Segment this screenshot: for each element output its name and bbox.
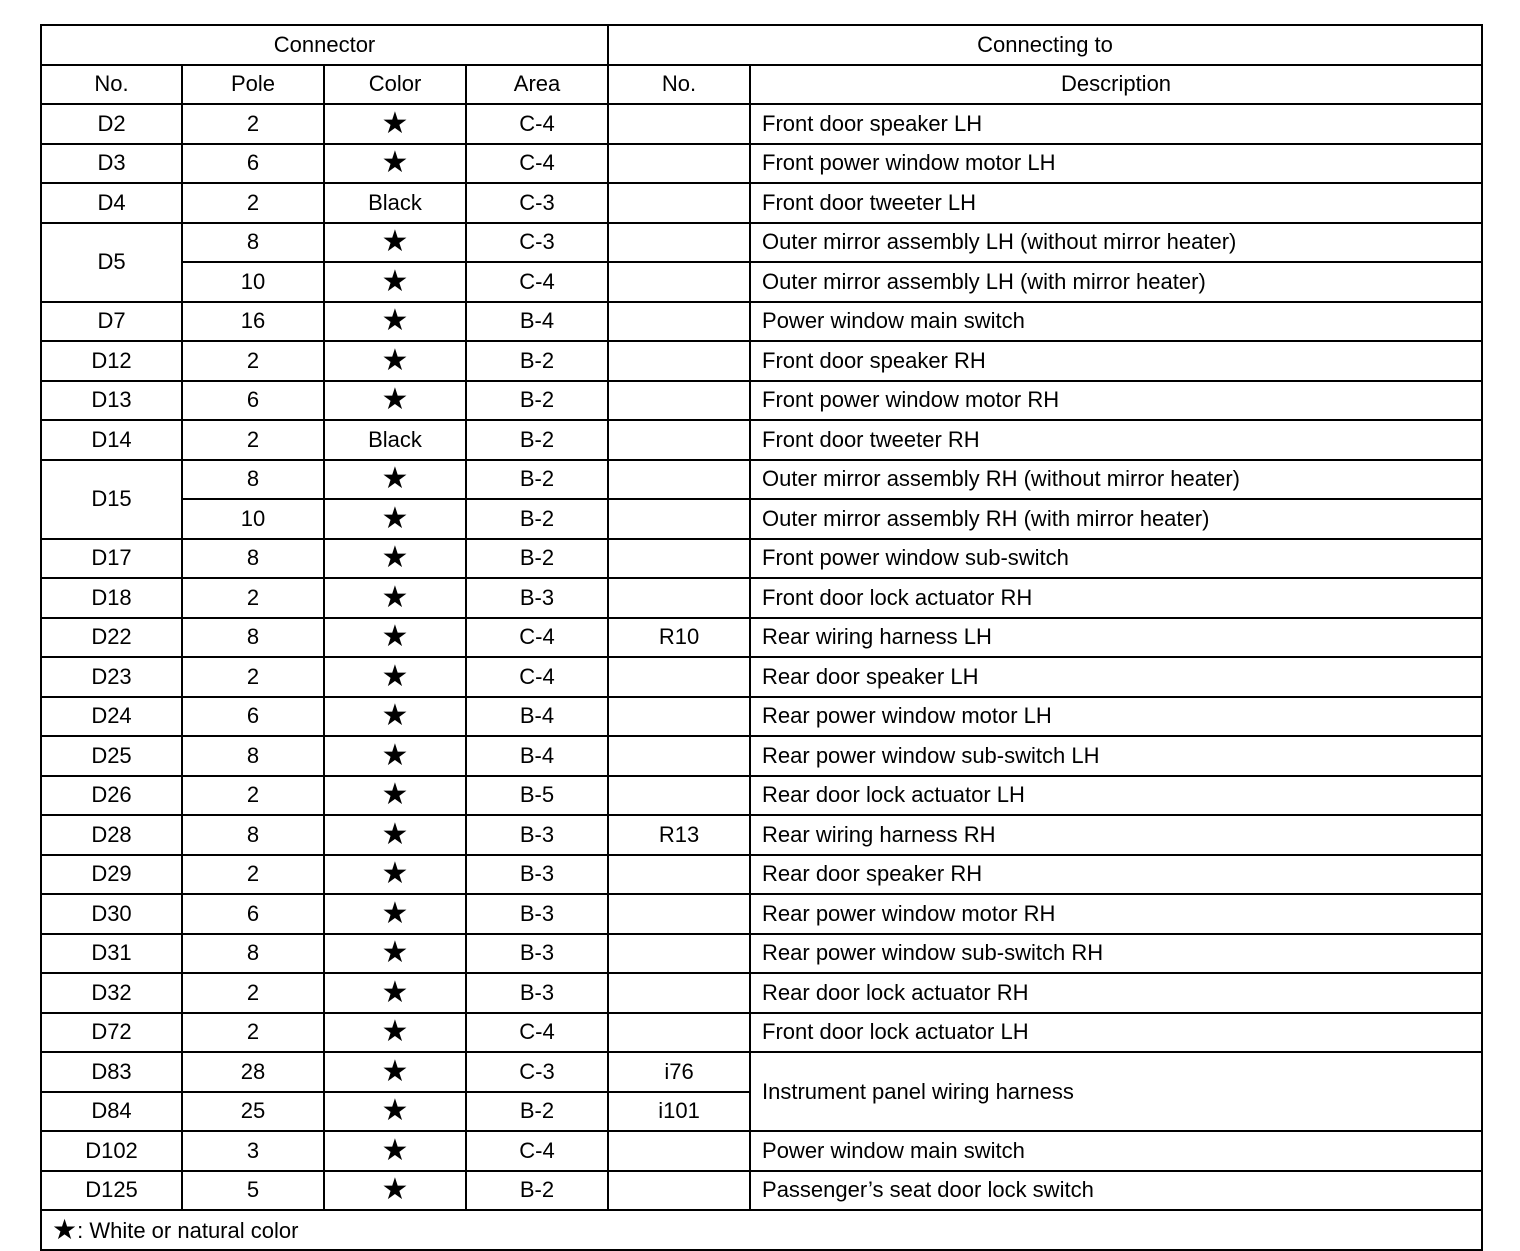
cell-area: B-3	[466, 855, 608, 895]
table-row	[41, 1131, 1482, 1171]
cell-pole: 2	[182, 776, 324, 816]
star-icon: ★	[381, 1054, 409, 1088]
cell-color	[324, 855, 466, 895]
table-row	[41, 341, 1482, 381]
cell-no: D23	[41, 657, 182, 697]
cell-pole: 6	[182, 697, 324, 737]
cell-description: Rear power window sub-switch LH	[750, 736, 1482, 776]
cell-conn-no	[608, 855, 750, 895]
cell-description: Rear power window sub-switch RH	[750, 934, 1482, 974]
cell-pole: 8	[182, 815, 324, 855]
cell-conn-no	[608, 183, 750, 223]
cell-description: Front door speaker RH	[750, 341, 1482, 381]
cell-conn-no	[608, 499, 750, 539]
cell-color	[324, 539, 466, 579]
table-row	[41, 973, 1482, 1013]
cell-no: D102	[41, 1131, 182, 1171]
table-row	[41, 815, 1482, 855]
cell-pole: 2	[182, 341, 324, 381]
cell-color: Black	[324, 183, 466, 223]
star-icon: ★	[381, 738, 409, 772]
cell-color	[324, 578, 466, 618]
cell-color	[324, 697, 466, 737]
col-header-no: No.	[41, 65, 182, 105]
cell-description: Passenger’s seat door lock switch	[750, 1171, 1482, 1211]
table-row	[41, 302, 1482, 342]
cell-description: Rear wiring harness RH	[750, 815, 1482, 855]
cell-pole: 2	[182, 855, 324, 895]
cell-pole: 5	[182, 1171, 324, 1211]
table-row	[41, 1052, 1482, 1092]
cell-no: D28	[41, 815, 182, 855]
cell-description: Front power window sub-switch	[750, 539, 1482, 579]
cell-pole: 28	[182, 1052, 324, 1092]
star-icon: ★	[381, 264, 409, 298]
cell-no: D4	[41, 183, 182, 223]
table-body	[41, 104, 1482, 1210]
cell-area: B-3	[466, 973, 608, 1013]
table-row	[41, 697, 1482, 737]
table-row	[41, 499, 1482, 539]
cell-area: B-3	[466, 934, 608, 974]
column-header-row	[41, 65, 1482, 105]
cell-conn-no	[608, 420, 750, 460]
cell-conn-no	[608, 144, 750, 184]
cell-area: B-2	[466, 499, 608, 539]
cell-conn-no	[608, 578, 750, 618]
col-header-pole: Pole	[182, 65, 324, 105]
table-row	[41, 460, 1482, 500]
table-row	[41, 183, 1482, 223]
cell-description: Instrument panel wiring harness	[750, 1052, 1482, 1131]
cell-conn-no	[608, 1013, 750, 1053]
cell-description: Power window main switch	[750, 302, 1482, 342]
col-header-area: Area	[466, 65, 608, 105]
star-icon: ★	[381, 896, 409, 930]
cell-description: Front door tweeter LH	[750, 183, 1482, 223]
cell-no: D14	[41, 420, 182, 460]
table-row	[41, 104, 1482, 144]
table-row	[41, 618, 1482, 658]
cell-description: Front door lock actuator LH	[750, 1013, 1482, 1053]
cell-no: D26	[41, 776, 182, 816]
cell-color	[324, 104, 466, 144]
cell-area: B-2	[466, 381, 608, 421]
cell-pole: 2	[182, 104, 324, 144]
cell-no: D2	[41, 104, 182, 144]
cell-no: D24	[41, 697, 182, 737]
cell-no: D84	[41, 1092, 182, 1132]
cell-description: Rear power window motor LH	[750, 697, 1482, 737]
cell-area: C-3	[466, 1052, 608, 1092]
star-icon: ★	[381, 383, 409, 417]
cell-color	[324, 1092, 466, 1132]
cell-description: Power window main switch	[750, 1131, 1482, 1171]
cell-no: D3	[41, 144, 182, 184]
cell-area: C-3	[466, 223, 608, 263]
cell-color	[324, 1171, 466, 1211]
cell-no: D17	[41, 539, 182, 579]
cell-no: D12	[41, 341, 182, 381]
cell-description: Rear power window motor RH	[750, 894, 1482, 934]
cell-color	[324, 657, 466, 697]
star-icon: ★	[381, 343, 409, 377]
col-header-description: Description	[750, 65, 1482, 105]
col-header-conn-no: No.	[608, 65, 750, 105]
cell-area: B-2	[466, 341, 608, 381]
cell-pole: 2	[182, 183, 324, 223]
cell-area: B-2	[466, 420, 608, 460]
table-row	[41, 855, 1482, 895]
cell-area: B-5	[466, 776, 608, 816]
cell-no: D15	[41, 460, 182, 539]
cell-conn-no	[608, 539, 750, 579]
cell-pole: 6	[182, 144, 324, 184]
star-icon: ★	[381, 1133, 409, 1167]
cell-pole: 3	[182, 1131, 324, 1171]
star-icon: ★	[381, 225, 409, 259]
cell-conn-no	[608, 1171, 750, 1211]
cell-color	[324, 302, 466, 342]
table-row	[41, 223, 1482, 263]
cell-color	[324, 618, 466, 658]
cell-area: B-4	[466, 736, 608, 776]
cell-description: Front door tweeter RH	[750, 420, 1482, 460]
cell-area: B-4	[466, 697, 608, 737]
cell-no: D72	[41, 1013, 182, 1053]
table-row	[41, 934, 1482, 974]
cell-color	[324, 223, 466, 263]
cell-no: D25	[41, 736, 182, 776]
cell-conn-no	[608, 1131, 750, 1171]
cell-description: Rear door speaker RH	[750, 855, 1482, 895]
cell-description: Outer mirror assembly LH (with mirror heater)	[750, 262, 1482, 302]
cell-pole: 6	[182, 894, 324, 934]
star-icon: ★	[381, 1094, 409, 1128]
cell-description: Rear door lock actuator LH	[750, 776, 1482, 816]
col-header-color: Color	[324, 65, 466, 105]
cell-description: Front power window motor RH	[750, 381, 1482, 421]
star-icon: ★	[381, 462, 409, 496]
cell-color	[324, 815, 466, 855]
cell-no: D18	[41, 578, 182, 618]
group-header-connector: Connector	[41, 25, 608, 65]
cell-color	[324, 144, 466, 184]
cell-area: C-3	[466, 183, 608, 223]
cell-no: D30	[41, 894, 182, 934]
cell-pole: 2	[182, 657, 324, 697]
table-row	[41, 539, 1482, 579]
cell-area: B-2	[466, 1171, 608, 1211]
cell-area: C-4	[466, 144, 608, 184]
cell-conn-no	[608, 223, 750, 263]
cell-color	[324, 973, 466, 1013]
star-icon: ★	[52, 1213, 78, 1245]
table-row	[41, 144, 1482, 184]
star-icon: ★	[381, 106, 409, 140]
table-row	[41, 736, 1482, 776]
cell-conn-no	[608, 776, 750, 816]
cell-conn-no	[608, 736, 750, 776]
star-icon: ★	[381, 659, 409, 693]
table-row	[41, 894, 1482, 934]
cell-area: B-3	[466, 894, 608, 934]
cell-area: C-4	[466, 1013, 608, 1053]
star-icon: ★	[381, 817, 409, 851]
cell-color	[324, 934, 466, 974]
cell-conn-no	[608, 894, 750, 934]
cell-pole: 10	[182, 262, 324, 302]
table-row	[41, 657, 1482, 697]
cell-conn-no	[608, 381, 750, 421]
cell-area: B-2	[466, 1092, 608, 1132]
cell-pole: 10	[182, 499, 324, 539]
star-icon: ★	[381, 541, 409, 575]
star-icon: ★	[381, 857, 409, 891]
cell-color	[324, 499, 466, 539]
cell-area: B-3	[466, 815, 608, 855]
cell-no: D29	[41, 855, 182, 895]
cell-pole: 8	[182, 223, 324, 263]
cell-no: D32	[41, 973, 182, 1013]
cell-area: C-4	[466, 262, 608, 302]
group-header-connecting-to: Connecting to	[608, 25, 1482, 65]
cell-color: Black	[324, 420, 466, 460]
cell-area: B-2	[466, 460, 608, 500]
cell-pole: 2	[182, 973, 324, 1013]
cell-no: D125	[41, 1171, 182, 1211]
cell-no: D22	[41, 618, 182, 658]
cell-conn-no	[608, 697, 750, 737]
cell-area: C-4	[466, 1131, 608, 1171]
cell-color	[324, 1052, 466, 1092]
cell-description: Rear wiring harness LH	[750, 618, 1482, 658]
star-icon: ★	[381, 699, 409, 733]
table-row	[41, 1171, 1482, 1211]
cell-color	[324, 736, 466, 776]
cell-no: D83	[41, 1052, 182, 1092]
cell-color	[324, 341, 466, 381]
cell-color	[324, 1013, 466, 1053]
legend-text: : White or natural color	[77, 1217, 299, 1243]
cell-no: D5	[41, 223, 182, 302]
cell-area: B-3	[466, 578, 608, 618]
cell-conn-no	[608, 104, 750, 144]
star-icon: ★	[381, 936, 409, 970]
cell-conn-no	[608, 934, 750, 974]
cell-description: Rear door speaker LH	[750, 657, 1482, 697]
cell-area: C-4	[466, 104, 608, 144]
cell-area: B-4	[466, 302, 608, 342]
table-row	[41, 1013, 1482, 1053]
cell-description: Outer mirror assembly RH (with mirror heater)	[750, 499, 1482, 539]
star-icon: ★	[381, 304, 409, 338]
table-row	[41, 776, 1482, 816]
cell-description: Rear door lock actuator RH	[750, 973, 1482, 1013]
cell-conn-no: i101	[608, 1092, 750, 1132]
cell-pole: 25	[182, 1092, 324, 1132]
star-icon: ★	[381, 580, 409, 614]
cell-area: B-2	[466, 539, 608, 579]
cell-conn-no: i76	[608, 1052, 750, 1092]
cell-conn-no	[608, 262, 750, 302]
cell-pole: 2	[182, 420, 324, 460]
connector-table	[40, 24, 1483, 1251]
table-row	[41, 381, 1482, 421]
cell-color	[324, 460, 466, 500]
cell-pole: 8	[182, 736, 324, 776]
cell-area: C-4	[466, 618, 608, 658]
cell-pole: 6	[182, 381, 324, 421]
cell-conn-no	[608, 657, 750, 697]
table-row	[41, 578, 1482, 618]
cell-pole: 16	[182, 302, 324, 342]
cell-description: Front door lock actuator RH	[750, 578, 1482, 618]
cell-area: C-4	[466, 657, 608, 697]
legend-row	[41, 1210, 1482, 1250]
star-icon: ★	[381, 975, 409, 1009]
cell-description: Front power window motor LH	[750, 144, 1482, 184]
cell-pole: 2	[182, 1013, 324, 1053]
cell-conn-no	[608, 341, 750, 381]
cell-no: D13	[41, 381, 182, 421]
table-row	[41, 420, 1482, 460]
cell-description: Outer mirror assembly RH (without mirror heater)	[750, 460, 1482, 500]
cell-pole: 8	[182, 539, 324, 579]
cell-color	[324, 1131, 466, 1171]
cell-pole: 8	[182, 934, 324, 974]
cell-conn-no	[608, 460, 750, 500]
cell-no: D7	[41, 302, 182, 342]
cell-pole: 2	[182, 578, 324, 618]
cell-pole: 8	[182, 460, 324, 500]
cell-pole: 8	[182, 618, 324, 658]
legend-cell	[41, 1210, 1482, 1250]
star-icon: ★	[381, 501, 409, 535]
cell-description: Front door speaker LH	[750, 104, 1482, 144]
cell-color	[324, 776, 466, 816]
star-icon: ★	[381, 1015, 409, 1049]
star-icon: ★	[381, 146, 409, 180]
star-icon: ★	[381, 620, 409, 654]
cell-conn-no: R10	[608, 618, 750, 658]
group-header-row	[41, 25, 1482, 65]
cell-conn-no	[608, 302, 750, 342]
star-icon: ★	[381, 778, 409, 812]
cell-color	[324, 894, 466, 934]
cell-description: Outer mirror assembly LH (without mirror heater)	[750, 223, 1482, 263]
cell-color	[324, 262, 466, 302]
cell-color	[324, 381, 466, 421]
cell-no: D31	[41, 934, 182, 974]
star-icon: ★	[381, 1173, 409, 1207]
cell-conn-no: R13	[608, 815, 750, 855]
cell-conn-no	[608, 973, 750, 1013]
table-row	[41, 262, 1482, 302]
